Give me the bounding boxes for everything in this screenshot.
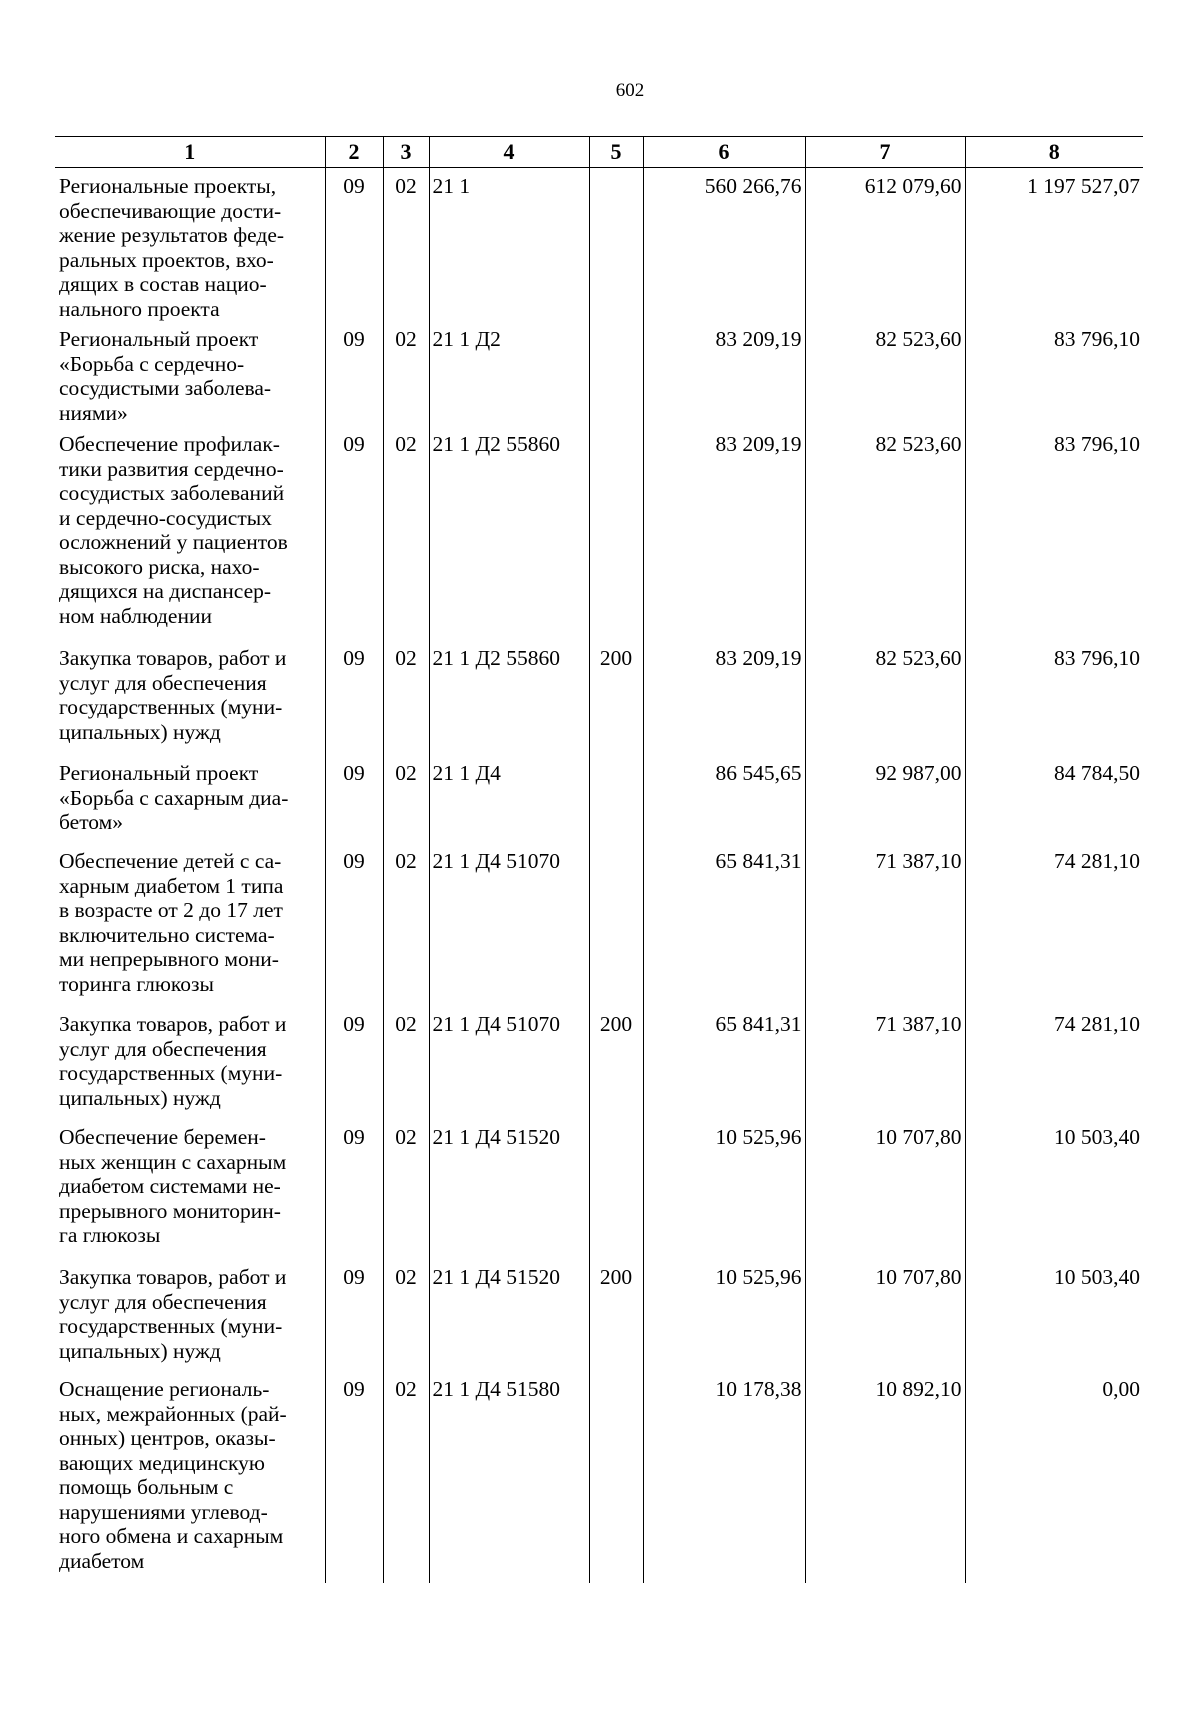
subsection-code: 02 — [383, 426, 429, 640]
section-code: 09 — [325, 640, 383, 755]
table-row — [55, 426, 1143, 640]
budget-table — [55, 136, 1143, 1583]
expense-type-code — [589, 843, 643, 1006]
item-name-text: Обеспечение беремен- ных женщин с сахарным диабетом системами не- прерывного мониторин- га глюкозы — [59, 1125, 287, 1247]
item-name-text: Закупка товаров, работ и услуг для обеспечения государственных (муни- ципальных) нужд — [59, 1012, 287, 1110]
section-code: 09 — [325, 1006, 383, 1119]
subsection-code: 02 — [383, 321, 429, 426]
item-name — [55, 321, 325, 426]
amount-col7: 10 707,80 — [805, 1119, 965, 1259]
col-header-5: 5 — [589, 137, 643, 168]
expense-type-code: 200 — [589, 1259, 643, 1371]
page-number: 602 — [615, 80, 645, 101]
amount-col7: 10 892,10 — [805, 1371, 965, 1583]
header-row — [55, 137, 1143, 168]
col-header-7: 7 — [805, 137, 965, 168]
expense-type-code: 200 — [589, 1006, 643, 1119]
amount-col7: 71 387,10 — [805, 843, 965, 1006]
section-code: 09 — [325, 426, 383, 640]
item-name — [55, 640, 325, 755]
subsection-code: 02 — [383, 640, 429, 755]
amount-col8: 83 796,10 — [965, 426, 1143, 640]
amount-col8: 1 197 527,07 — [965, 168, 1143, 322]
expense-type-code — [589, 1371, 643, 1583]
amount-col6: 83 209,19 — [643, 426, 805, 640]
subsection-code: 02 — [383, 1006, 429, 1119]
section-code: 09 — [325, 1371, 383, 1583]
table-row — [55, 1119, 1143, 1259]
section-code: 09 — [325, 843, 383, 1006]
col-header-8: 8 — [965, 137, 1143, 168]
amount-col6: 83 209,19 — [643, 640, 805, 755]
table-row — [55, 1006, 1143, 1119]
subsection-code: 02 — [383, 843, 429, 1006]
amount-col6: 65 841,31 — [643, 843, 805, 1006]
subsection-code: 02 — [383, 755, 429, 843]
section-code: 09 — [325, 1259, 383, 1371]
subsection-code: 02 — [383, 1259, 429, 1371]
expense-type-code — [589, 321, 643, 426]
amount-col6: 10 525,96 — [643, 1259, 805, 1371]
amount-col8: 83 796,10 — [965, 321, 1143, 426]
item-name-text: Оснащение региональ- ных, межрайонных (рай- онных) центров, оказы- вающих медицинскую помощь больным с нарушениями углевод- ного обмена и сахарным диабетом — [59, 1377, 287, 1573]
subsection-code: 02 — [383, 168, 429, 322]
amount-col6: 86 545,65 — [643, 755, 805, 843]
item-name — [55, 1371, 325, 1583]
subsection-code: 02 — [383, 1119, 429, 1259]
amount-col8: 84 784,50 — [965, 755, 1143, 843]
target-article-code: 21 1 Д4 — [429, 755, 589, 843]
target-article-code: 21 1 Д4 51520 — [429, 1259, 589, 1371]
col-header-3: 3 — [383, 137, 429, 168]
section-code: 09 — [325, 168, 383, 322]
section-code: 09 — [325, 755, 383, 843]
amount-col6: 10 178,38 — [643, 1371, 805, 1583]
table-header — [55, 137, 1143, 168]
amount-col8: 10 503,40 — [965, 1259, 1143, 1371]
item-name — [55, 1119, 325, 1259]
table-row — [55, 168, 1143, 322]
subsection-code: 02 — [383, 1371, 429, 1583]
table-row — [55, 843, 1143, 1006]
amount-col8: 10 503,40 — [965, 1119, 1143, 1259]
item-name — [55, 1259, 325, 1371]
expense-type-code — [589, 755, 643, 843]
item-name — [55, 168, 325, 322]
target-article-code: 21 1 — [429, 168, 589, 322]
item-name-text: Обеспечение профилак- тики развития сердечно- сосудистых заболеваний и сердечно-сосудистых осложнений у пациентов высокого риска, нахо- дящихся на диспансер- ном наблюдении — [59, 432, 288, 628]
item-name-text: Региональные проекты, обеспечивающие дости- жение результатов феде- ральных проектов, вхо- дящих в состав нацио- нального проекта — [59, 174, 285, 321]
amount-col7: 71 387,10 — [805, 1006, 965, 1119]
target-article-code: 21 1 Д4 51070 — [429, 843, 589, 1006]
amount-col6: 65 841,31 — [643, 1006, 805, 1119]
item-name — [55, 843, 325, 1006]
amount-col6: 10 525,96 — [643, 1119, 805, 1259]
col-header-1: 1 — [55, 137, 325, 168]
table-row — [55, 755, 1143, 843]
amount-col7: 82 523,60 — [805, 640, 965, 755]
col-header-2: 2 — [325, 137, 383, 168]
table-row — [55, 640, 1143, 755]
amount-col6: 560 266,76 — [643, 168, 805, 322]
target-article-code: 21 1 Д4 51070 — [429, 1006, 589, 1119]
table-row — [55, 1259, 1143, 1371]
amount-col7: 92 987,00 — [805, 755, 965, 843]
item-name-text: Региональный проект «Борьба с сердечно- сосудистыми заболева- ниями» — [59, 327, 272, 425]
col-header-4: 4 — [429, 137, 589, 168]
amount-col7: 82 523,60 — [805, 321, 965, 426]
target-article-code: 21 1 Д4 51520 — [429, 1119, 589, 1259]
target-article-code: 21 1 Д4 51580 — [429, 1371, 589, 1583]
col-header-6: 6 — [643, 137, 805, 168]
item-name-text: Закупка товаров, работ и услуг для обеспечения государственных (муни- ципальных) нужд — [59, 646, 287, 744]
amount-col7: 612 079,60 — [805, 168, 965, 322]
target-article-code: 21 1 Д2 55860 — [429, 426, 589, 640]
item-name-text: Обеспечение детей с са- харным диабетом 1 типа в возрасте от 2 до 17 лет включительно система- ми непрерывного мони- торинга глюкозы — [59, 849, 284, 996]
item-name — [55, 426, 325, 640]
expense-type-code — [589, 1119, 643, 1259]
expense-type-code: 200 — [589, 640, 643, 755]
expense-type-code — [589, 168, 643, 322]
item-name-text: Закупка товаров, работ и услуг для обеспечения государственных (муни- ципальных) нужд — [59, 1265, 287, 1363]
amount-col6: 83 209,19 — [643, 321, 805, 426]
amount-col7: 82 523,60 — [805, 426, 965, 640]
target-article-code: 21 1 Д2 55860 — [429, 640, 589, 755]
item-name-text: Региональный проект «Борьба с сахарным диа- бетом» — [59, 761, 289, 834]
item-name — [55, 755, 325, 843]
expense-type-code — [589, 426, 643, 640]
amount-col8: 0,00 — [965, 1371, 1143, 1583]
amount-col8: 83 796,10 — [965, 640, 1143, 755]
section-code: 09 — [325, 321, 383, 426]
amount-col7: 10 707,80 — [805, 1259, 965, 1371]
table-row — [55, 1371, 1143, 1583]
table-body — [55, 168, 1143, 1584]
section-code: 09 — [325, 1119, 383, 1259]
item-name — [55, 1006, 325, 1119]
amount-col8: 74 281,10 — [965, 843, 1143, 1006]
amount-col8: 74 281,10 — [965, 1006, 1143, 1119]
table-row — [55, 321, 1143, 426]
target-article-code: 21 1 Д2 — [429, 321, 589, 426]
